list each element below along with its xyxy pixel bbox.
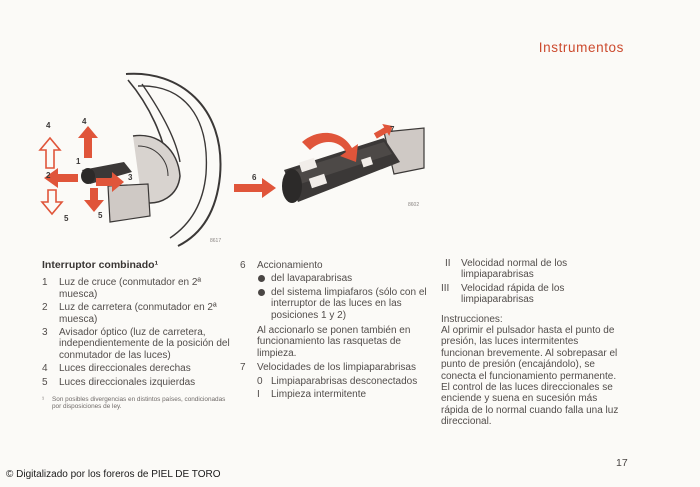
bullet-text: del lavaparabrisas xyxy=(271,273,353,285)
list-item xyxy=(42,302,232,325)
list-item xyxy=(240,260,430,271)
list-item xyxy=(240,362,430,373)
figure-code-right: 8602 xyxy=(408,202,420,208)
callout-5a: 5 xyxy=(64,214,69,223)
item-text: Luces direccionales derechas xyxy=(59,363,191,375)
list-item xyxy=(42,363,232,374)
callout-5b: 5 xyxy=(98,211,103,220)
steering-wheel-illustration xyxy=(38,66,238,251)
wiper-lever-illustration xyxy=(234,118,430,214)
bullet-icon xyxy=(257,287,271,321)
instructions-text: Al oprimir el pulsador hasta el punto de presión, las luces intermitentes funcionan brevemente. Al sobrepasar el punto de presión (encajándolo), se conecta el funcionamiento permanente. El control de las luces direccionales se enciende y suena en sucesión más rápida de lo normal cuando falla una luz direccional. xyxy=(441,325,619,428)
footnote xyxy=(42,396,232,411)
item-number: 5 xyxy=(42,376,48,388)
item-text: Velocidades de los limpiaparabrisas xyxy=(257,362,416,374)
bullet-item xyxy=(257,287,430,321)
sub-item-text: Limpiaparabrisas desconectados xyxy=(271,375,418,387)
list-item xyxy=(42,277,232,300)
item-number: III xyxy=(441,282,450,294)
item-number: 6 xyxy=(240,260,246,271)
item-text: Luz de carretera (conmutador en 2ª muesca) xyxy=(59,302,217,325)
item-number: 4 xyxy=(42,363,48,375)
item-number: 2 xyxy=(42,302,48,314)
footnote-mark: ¹ xyxy=(42,396,45,404)
scan-credit: © Digitalizado por los foreros de PIEL DE TORO xyxy=(6,469,221,480)
column-wiper-speeds xyxy=(441,258,621,428)
figure-wiper-lever xyxy=(234,118,430,214)
callout-2: 2 xyxy=(46,171,51,180)
list-item xyxy=(42,377,232,388)
instructions-label: Instrucciones: xyxy=(441,313,503,325)
sub-item-number: I xyxy=(257,389,260,401)
sub-item xyxy=(257,389,430,400)
paragraph-note: Al accionarlo se ponen también en funcionamiento las rasquetas de limpieza. xyxy=(257,325,411,359)
item-text: Velocidad normal de los limpiaparabrisas xyxy=(461,258,568,281)
bullet-text: del sistema limpiafaros (sólo con el interruptor de las luces en las posiciones 1 y 2) xyxy=(271,286,427,321)
callout-6: 6 xyxy=(252,173,257,182)
footnote-text: Son posibles divergencias en distintos países, condicionadas por disposiciones de ley. xyxy=(52,396,226,411)
callout-3: 3 xyxy=(128,173,133,182)
page-number: 17 xyxy=(616,457,628,469)
list-item xyxy=(445,258,621,281)
bullet-item xyxy=(257,273,430,284)
section-title: Instrumentos xyxy=(538,40,624,55)
item-text: Luces direccionales izquierdas xyxy=(59,376,196,388)
callout-4b: 4 xyxy=(82,117,87,126)
callout-4a: 4 xyxy=(46,121,51,130)
sub-item xyxy=(257,376,430,387)
item-text: Avisador óptico (luz de carretera, independientemente de la posición del conmutador de las luces) xyxy=(59,327,230,361)
callout-1: 1 xyxy=(76,157,81,166)
callout-7: 7 xyxy=(390,125,395,134)
item-number: II xyxy=(445,258,451,269)
sub-item-text: Limpieza intermitente xyxy=(271,389,367,401)
item-text: Luz de cruce (conmutador en 2ª muesca) xyxy=(59,277,202,300)
heading-interruptor: Interruptor combinado¹ xyxy=(42,259,159,271)
column-wiper-controls xyxy=(240,260,430,402)
figure-code-left: 8617 xyxy=(210,238,222,244)
figure-steering-column xyxy=(38,66,238,251)
item-number: 3 xyxy=(42,327,48,339)
item-number: 1 xyxy=(42,277,48,289)
column-combination-switch xyxy=(42,260,232,411)
item-text: Velocidad rápida de los limpiaparabrisas xyxy=(461,282,565,306)
sub-item-number: 0 xyxy=(257,375,263,387)
item-number: 7 xyxy=(240,362,246,374)
bullet-icon xyxy=(257,273,271,284)
list-item xyxy=(441,283,621,306)
list-item xyxy=(42,327,232,361)
item-text: Accionamiento xyxy=(257,260,323,271)
